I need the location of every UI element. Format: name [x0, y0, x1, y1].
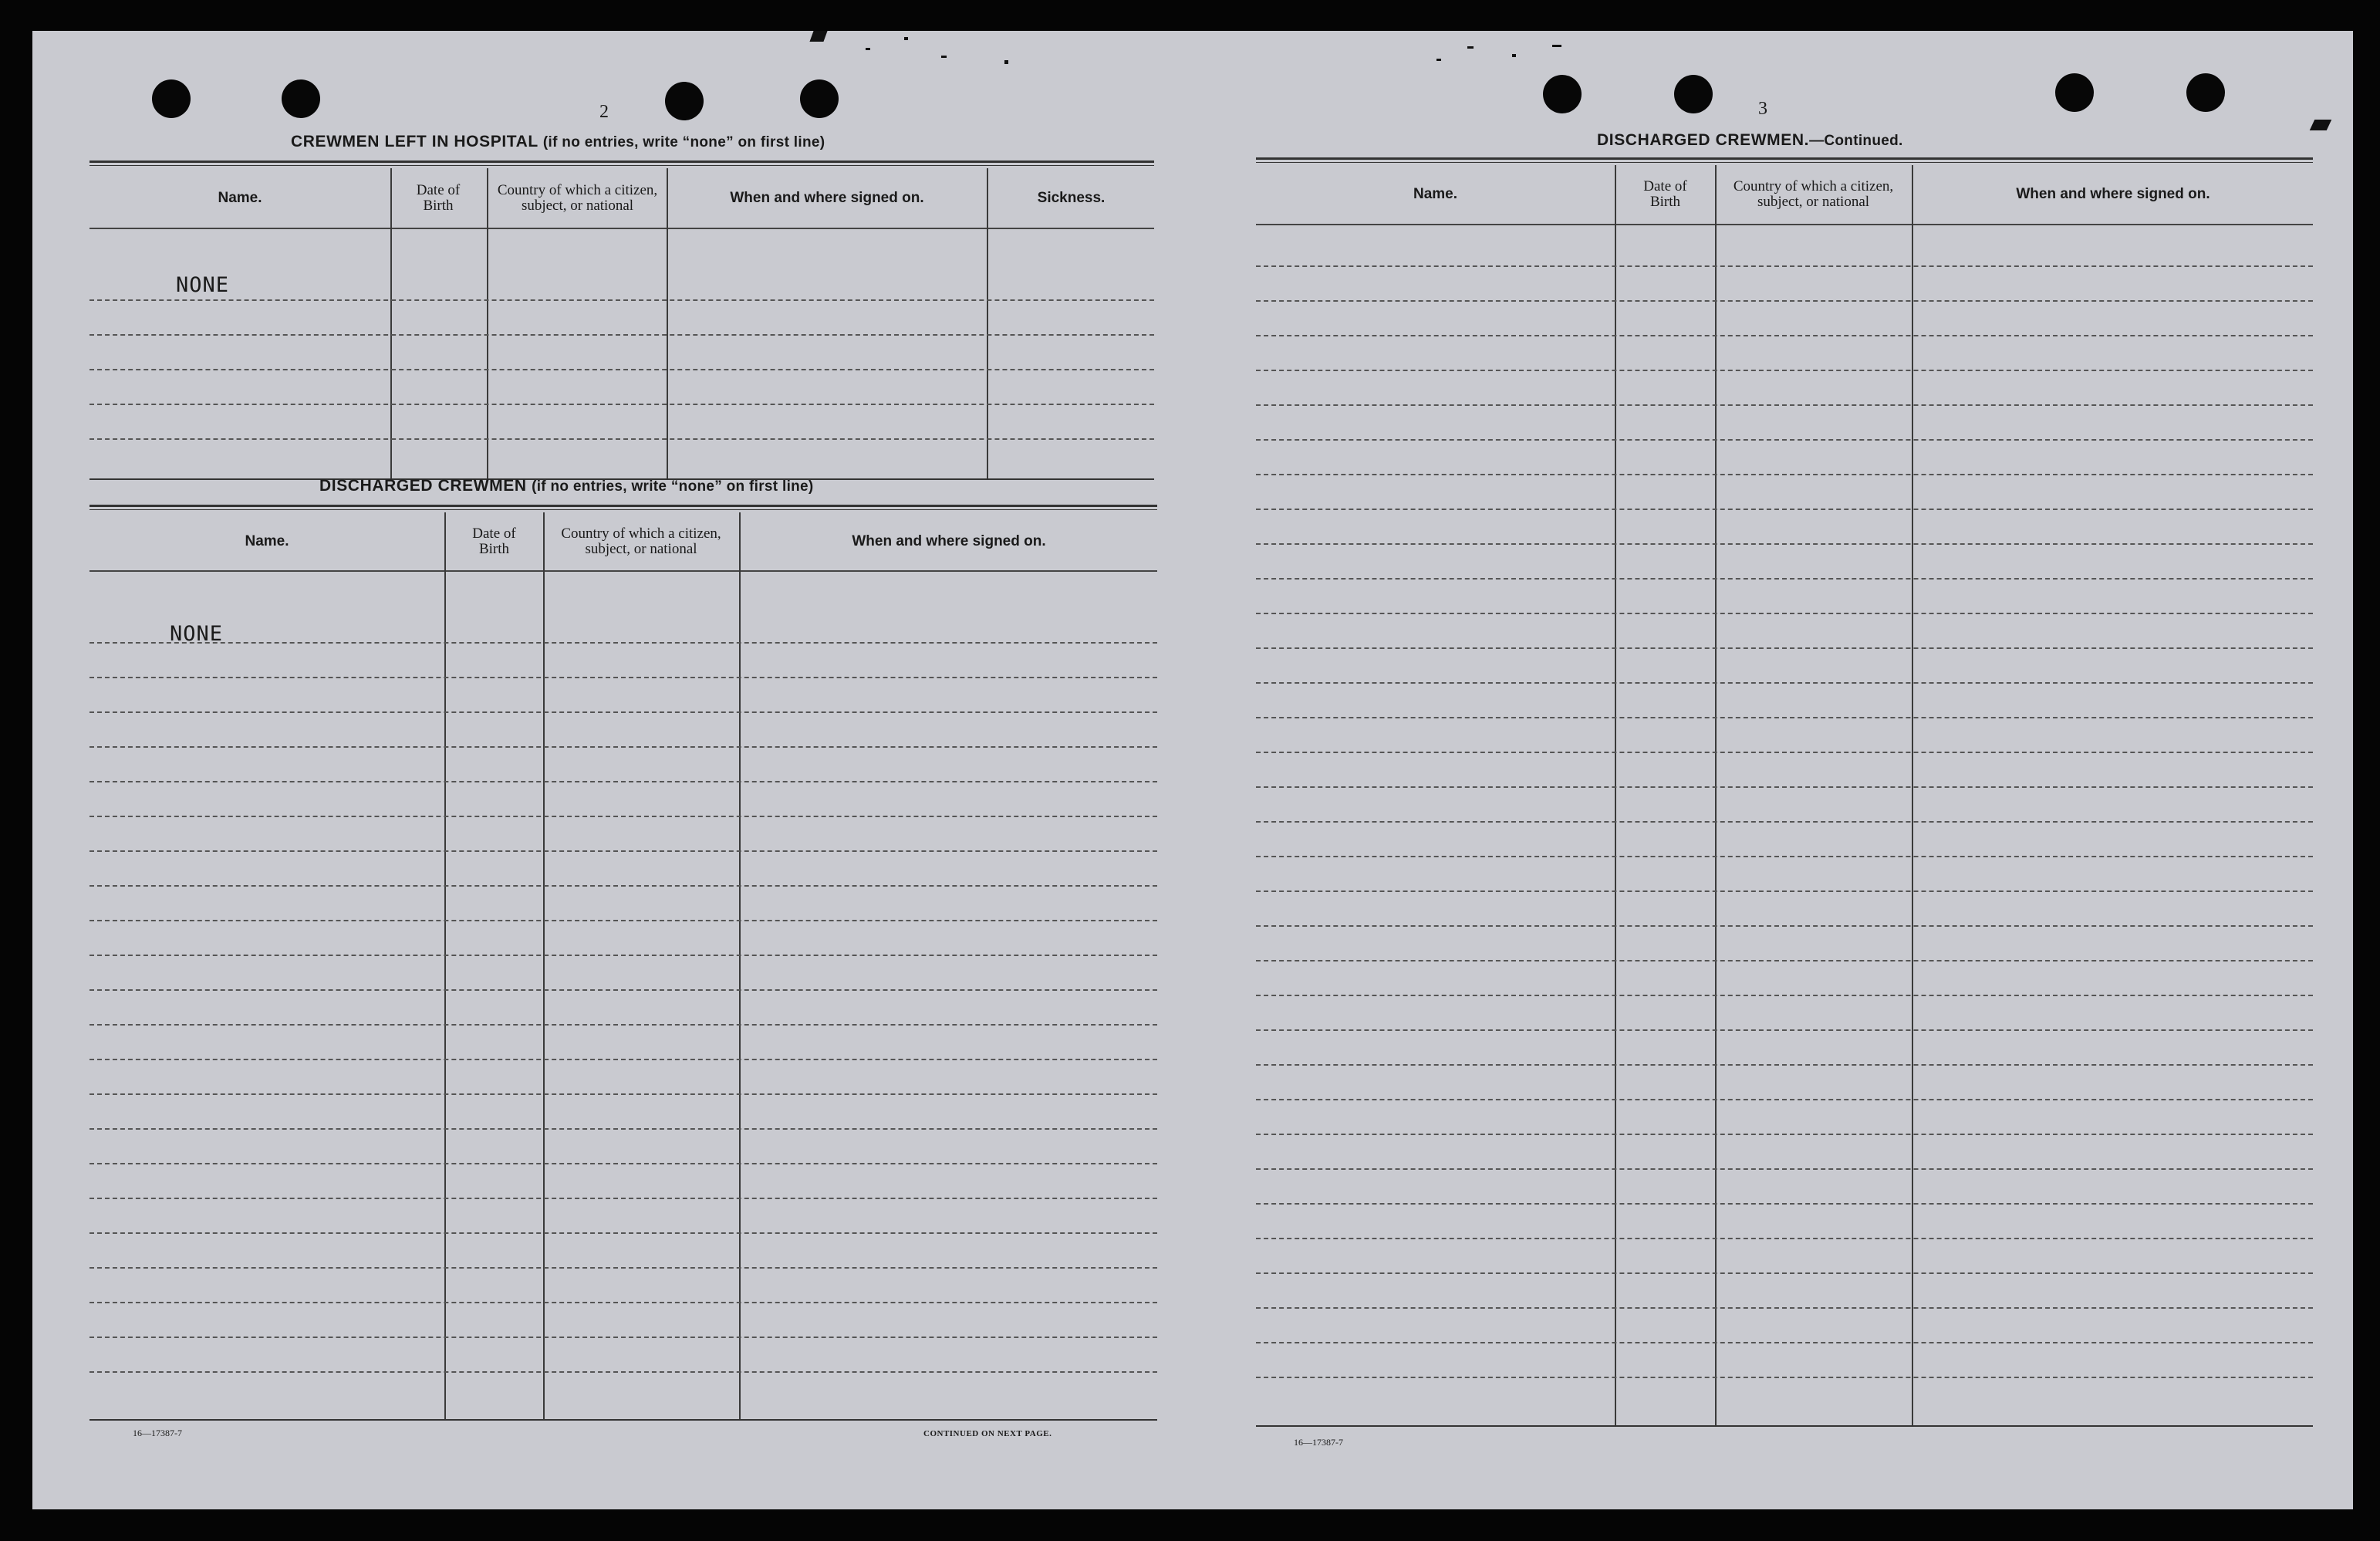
discharged-section-title	[319, 477, 814, 495]
table-row	[1256, 1064, 2313, 1066]
column-header-country: Country of which a citizen, subject, or national	[1733, 178, 1894, 210]
punch-hole	[1543, 75, 1582, 113]
punch-hole	[665, 82, 704, 120]
page-number: 2	[599, 102, 609, 122]
table-row	[1256, 474, 2313, 475]
table-row	[89, 334, 1154, 336]
table-row	[1256, 890, 2313, 892]
table-bottom-rule	[1256, 1425, 2313, 1427]
table-row	[89, 920, 1157, 921]
table-row	[89, 1198, 1157, 1199]
punch-hole	[800, 79, 839, 118]
continued-note: CONTINUED ON NEXT PAGE.	[923, 1429, 1052, 1438]
column-header-sickness: Sickness.	[1037, 189, 1106, 206]
table-row	[1256, 960, 2313, 961]
discharged-title-note: (if no entries, write “none” on first line)	[532, 478, 814, 495]
table-row	[89, 1093, 1157, 1095]
table-row	[89, 955, 1157, 956]
column-divider	[390, 168, 392, 480]
table-row	[1256, 925, 2313, 927]
paper-mark	[1436, 59, 1441, 61]
discharged-title-text: DISCHARGED CREWMEN	[319, 477, 527, 495]
column-divider	[543, 512, 545, 1421]
left-page	[32, 31, 1190, 1509]
name-entry: NONE	[176, 273, 230, 297]
discharged-table	[89, 512, 1157, 1421]
form-number: 16—17387-7	[1294, 1437, 1343, 1448]
table-row	[1256, 1238, 2313, 1239]
page-number: 3	[1758, 99, 1767, 119]
table-row	[1256, 1168, 2313, 1170]
table-row	[1256, 752, 2313, 753]
form-number: 16—17387-7	[133, 1428, 182, 1438]
table-row	[89, 885, 1157, 887]
hospital-table	[89, 168, 1154, 480]
column-header-date-of-birth: Date of Birth	[416, 181, 461, 214]
punch-hole	[2186, 73, 2225, 112]
table-row	[1256, 1342, 2313, 1343]
paper-mark	[1552, 45, 1561, 47]
punch-hole	[152, 79, 191, 118]
table-row	[89, 711, 1157, 713]
table-row	[1256, 613, 2313, 614]
table-row	[89, 1059, 1157, 1060]
table-row	[1256, 786, 2313, 788]
table-row	[1256, 1377, 2313, 1378]
right-page	[1190, 31, 2353, 1509]
table-row	[89, 1302, 1157, 1303]
table-row	[89, 1024, 1157, 1026]
table-row	[89, 781, 1157, 782]
table-row	[1256, 439, 2313, 441]
table-row	[1256, 404, 2313, 406]
paper-mark	[904, 37, 908, 40]
column-header-country: Country of which a citizen, subject, or national	[497, 181, 658, 214]
column-header-date-of-birth: Date of Birth	[1643, 178, 1687, 210]
paper-mark	[1512, 54, 1516, 57]
paper-mark	[2310, 120, 2332, 130]
paper-mark	[1004, 60, 1008, 64]
table-row	[89, 1337, 1157, 1338]
table-row	[1256, 856, 2313, 857]
column-divider	[487, 168, 488, 480]
column-divider	[444, 512, 446, 1421]
discharged-continued-table	[1256, 165, 2313, 1427]
table-row	[89, 369, 1154, 370]
table-row	[1256, 370, 2313, 371]
table-row	[89, 850, 1157, 852]
discharged-continued-rule	[1256, 157, 2313, 163]
punch-hole	[282, 79, 320, 118]
column-header-name: Name.	[245, 532, 289, 549]
hospital-title-text: CREWMEN LEFT IN HOSPITAL	[291, 133, 538, 150]
table-row	[1256, 1029, 2313, 1031]
table-row	[89, 1128, 1157, 1130]
table-row	[1256, 1203, 2313, 1205]
table-row	[1256, 300, 2313, 302]
table-row	[1256, 995, 2313, 996]
paper-mark	[1467, 46, 1474, 49]
table-row	[89, 404, 1154, 405]
continued-suffix: —Continued.	[1809, 133, 1903, 149]
table-row	[89, 677, 1157, 678]
column-header-when-where: When and where signed on.	[2016, 186, 2210, 202]
punch-hole	[1674, 75, 1713, 113]
hospital-title-note: (if no entries, write “none” on first line)	[542, 134, 825, 150]
paper-mark	[866, 48, 870, 50]
punch-hole	[2055, 73, 2094, 112]
column-header-country: Country of which a citizen, subject, or national	[561, 525, 721, 557]
table-row	[1256, 647, 2313, 649]
table-row	[1256, 1272, 2313, 1274]
column-header-when-where: When and where signed on.	[730, 189, 924, 206]
table-row	[89, 816, 1157, 817]
table-row	[1256, 717, 2313, 718]
table-row	[1256, 1307, 2313, 1309]
table-row	[1256, 1134, 2313, 1135]
table-bottom-rule	[89, 1419, 1157, 1421]
discharged-title-rule	[89, 505, 1157, 510]
table-row	[89, 1371, 1157, 1373]
table-row	[1256, 543, 2313, 545]
paper-mark	[941, 56, 947, 58]
discharged-continued-text: DISCHARGED CREWMEN.	[1597, 131, 1810, 149]
hospital-title-rule	[89, 161, 1154, 166]
hospital-section-title	[291, 133, 825, 151]
table-row	[1256, 335, 2313, 336]
table-row	[1256, 682, 2313, 684]
table-row	[89, 989, 1157, 991]
column-header-name: Name.	[218, 189, 262, 206]
table-row	[89, 642, 1157, 644]
table-row	[1256, 1099, 2313, 1100]
table-row	[1256, 509, 2313, 510]
column-divider	[739, 512, 741, 1421]
form-sheet	[32, 31, 2353, 1509]
discharged-continued-title	[1597, 131, 1903, 150]
table-row	[89, 1163, 1157, 1164]
table-row	[89, 1232, 1157, 1234]
column-header-name: Name.	[1413, 186, 1458, 202]
table-row	[89, 438, 1154, 440]
table-row	[1256, 265, 2313, 267]
paper-mark	[809, 31, 827, 42]
table-row	[1256, 821, 2313, 823]
table-row	[1256, 578, 2313, 580]
table-row	[89, 746, 1157, 748]
column-header-date-of-birth: Date of Birth	[472, 525, 516, 557]
table-row	[89, 299, 1154, 301]
table-row	[89, 1267, 1157, 1269]
column-header-when-where: When and where signed on.	[852, 532, 1046, 549]
name-entry: NONE	[170, 622, 224, 646]
